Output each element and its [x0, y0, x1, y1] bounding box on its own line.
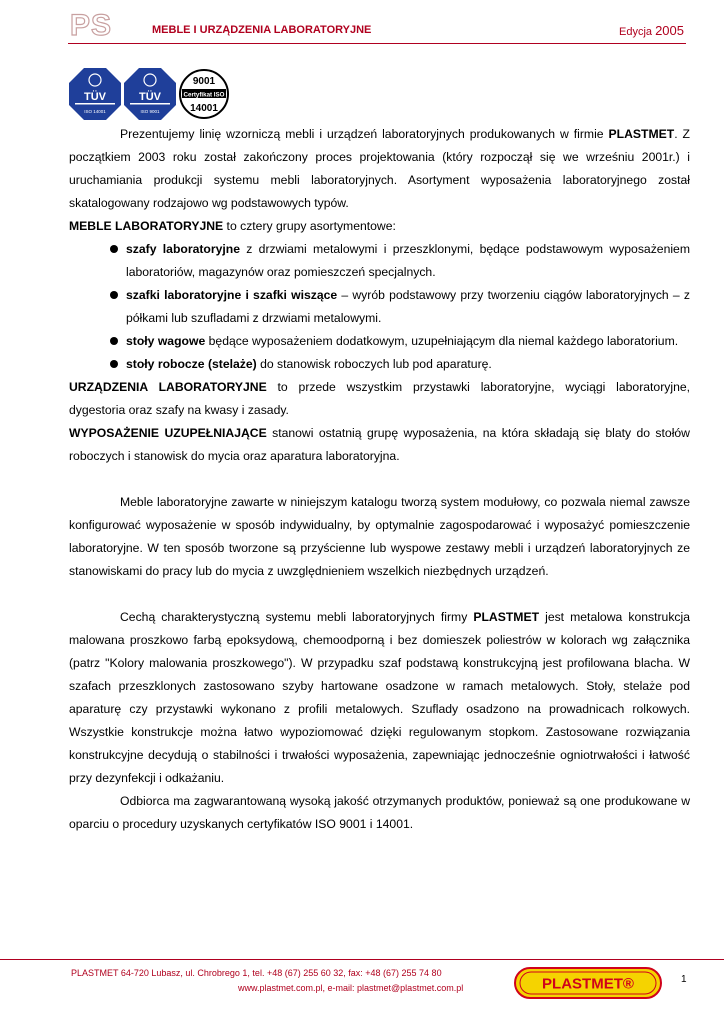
tuv2-sub: ISO 9001 — [140, 109, 160, 114]
plastmet-logo-text: PLASTMET® — [542, 975, 634, 993]
tuv1-label: TÜV — [84, 91, 106, 103]
furniture-group-list — [69, 238, 690, 376]
intro-text: Prezentujemy linię wzorniczą mebli i urządzeń laboratoryjnych produkowanych w firmie — [120, 127, 609, 141]
list-item-bold: stoły wagowe — [126, 334, 206, 348]
edition — [619, 23, 684, 38]
iso-certificate-logo — [178, 68, 230, 120]
urzadzenia-text: to przede wszystkim przystawki laboratoryjne, wyciągi laboratoryjne, dygestoria oraz szafy na kwasy i zasady. — [69, 380, 691, 417]
urzadzenia-heading: URZĄDZENIA LABORATORYJNE — [69, 380, 267, 394]
footer-address: PLASTMET 64-720 Lubasz, ul. Chrobrego 1, tel. +48 (67) 255 60 32, fax: +48 (67) 255 74 80 — [71, 968, 442, 978]
paragraph-meble — [69, 215, 690, 238]
tuv2-label: TÜV — [139, 91, 161, 103]
list-item-text: będące wyposażeniem dodatkowym, uzupełniającym dla niemal każdego laboratorium. — [205, 334, 679, 348]
paragraph-urzadzenia — [69, 376, 690, 422]
intro-rest: . Z początkiem 2003 roku został zakończony proces projektowania (który rozpoczął się we wrześniu 2001r.) i uruchamiania produkcji systemu mebli laboratoryjnych. Asortyment wyposażenia laboratoryjnego został skatalogowany rodzajowo wg podstawowych typów. — [69, 127, 691, 210]
tuv-iso9001-logo — [124, 68, 176, 120]
list-item — [126, 238, 690, 284]
iso-bottom: 14001 — [190, 103, 218, 114]
construction-lead: Cechą charakterystyczną systemu mebli laboratoryjnych firmy — [120, 610, 474, 624]
list-item-text: – wyrób podstawowy przy tworzeniu ciągów laboratoryjnych – z półkami lub szufladami z drzwiami metalowymi. — [126, 288, 690, 325]
tuv1-sub: ISO 14001 — [84, 109, 106, 114]
edition-label: Edycja — [618, 26, 653, 38]
list-item-bold: szafki laboratoryjne i szafki wiszące — [126, 288, 338, 302]
list-item — [126, 284, 690, 330]
paragraph-quality: Odbiorca ma zagwarantowaną wysoką jakość otrzymanych produktów, ponieważ są one produkowane w oparciu o procedury uzyskanych certyfikatów ISO 9001 i 14001. — [69, 794, 690, 831]
spacer — [69, 583, 690, 606]
wyposazenie-text: stanowi ostatnią grupę wyposażenia, na która składają się blaty do stołów roboczych i stanowisk do mycia oraz aparatura laboratoryjna. — [69, 426, 690, 463]
paragraph-modular: Meble laboratoryjne zawarte w niniejszym katalogu tworzą system modułowy, co pozwala niemal zawsze konfigurować wyposażenie w sposób indywidualny, by optymalnie zagospodarować i wyposażyć pomieszczenie laboratoryjne. W ten sposób tworzone są przyścienne lub wyspowe zestawy mebli i urządzeń laboratoryjnych ze stanowiskami do pracy lub do mycia z uwzględnieniem wszelkich niezbędnych urządzeń. — [69, 495, 690, 578]
footer-contact: www.plastmet.com.pl, e-mail: plastmet@plastmet.com.pl — [238, 983, 464, 993]
page-number: 1 — [681, 974, 687, 985]
spacer — [69, 468, 690, 491]
edition-year: 2005 — [655, 23, 684, 38]
certification-logos — [69, 68, 229, 120]
list-item-text: do stanowisk roboczych lub pod aparaturę. — [256, 357, 492, 371]
iso-mid: Certyfikat ISO — [183, 91, 225, 99]
header-title: MEBLE I URZĄDZENIA LABORATORYJNE — [152, 24, 372, 36]
ps-logo: PS — [70, 9, 113, 42]
brand-name: PLASTMET — [608, 127, 675, 141]
footer-divider — [0, 959, 724, 960]
paragraph-construction — [69, 606, 690, 790]
page-header — [0, 0, 724, 50]
brand-name: PLASTMET — [473, 610, 540, 624]
list-item-bold: szafy laboratoryjne — [126, 242, 240, 256]
meble-heading: MEBLE LABORATORYJNE — [69, 219, 224, 233]
meble-text: to cztery grupy asortymentowe: — [223, 219, 396, 233]
paragraph-intro — [69, 123, 690, 215]
list-item-text: z drzwiami metalowymi i przeszklonymi, będące podstawowym wyposażeniem laboratoriów, magazynów oraz pomieszczeń specjalnych. — [126, 242, 690, 279]
plastmet-logo — [514, 967, 662, 999]
list-item — [126, 330, 690, 353]
construction-rest: jest metalowa konstrukcja malowana proszkowo farbą epoksydową, chemoodporną i bez domieszek poliestrów w kolorach wg załącznika (patrz "Kolory malowania proszkowego"). W przypadku szaf podstawą konstrukcyjną jest profilowana blacha. W szafach przeszklonych zastosowano szyby hartowane osadzone w ramach metalowych. Stoły, stelaże pod aparaturę czy przystawki wykonano z profili metalowych. Szuflady osadzono na prowadnicach rolkowych. Wszystkie konstrukcje można łatwo wypoziomować dzięki regulowanym stopkom. Zastosowane rozwiązania konstrukcyjne decydują o stabilności i trwałości wyposażenia, zapewniając jednocześnie ogniotrwałości i łatwość przy dezynfekcji i odkażaniu. — [69, 610, 690, 785]
iso-top: 9001 — [192, 76, 216, 87]
paragraph-wyposazenie — [69, 422, 690, 468]
list-item — [126, 353, 690, 376]
header-divider — [68, 43, 686, 44]
wyposazenie-heading: WYPOSAŻENIE UZUPEŁNIAJĄCE — [69, 426, 267, 440]
list-item-bold: stoły robocze (stelaże) — [126, 357, 257, 371]
tuv-iso14001-logo — [69, 68, 121, 120]
document-body — [69, 123, 690, 836]
